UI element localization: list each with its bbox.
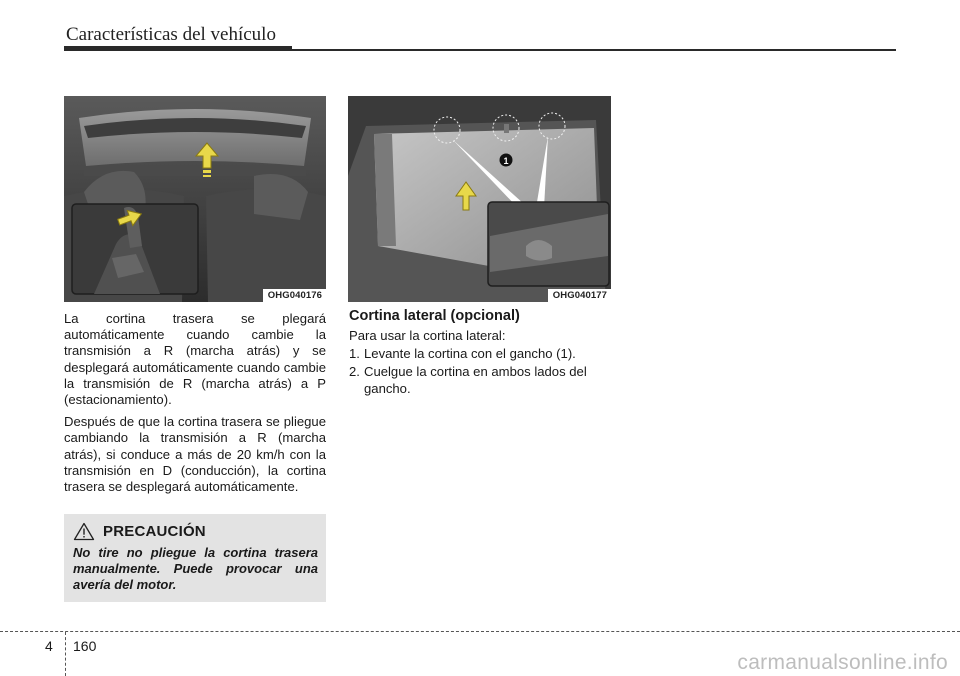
figure-code: OHG040176 — [263, 289, 326, 302]
section-title: Cortina lateral (opcional) — [349, 308, 520, 324]
step-number: 2. — [349, 364, 360, 380]
list-item — [349, 346, 615, 362]
chapter-number: 4 — [45, 638, 53, 654]
callout-label-1: 1 — [503, 156, 509, 166]
caution-title: PRECAUCIÓN — [103, 523, 206, 540]
page-header-title: Características del vehículo — [66, 24, 276, 45]
figure-code: OHG040177 — [548, 289, 611, 302]
steps-list — [349, 346, 615, 397]
rear-curtain-illustration — [64, 96, 326, 302]
figure-side-curtain — [348, 96, 611, 302]
warning-triangle-icon — [73, 522, 95, 541]
footer-divider — [65, 632, 66, 676]
caution-box — [64, 514, 326, 602]
figure-rear-curtain — [64, 96, 326, 302]
header-rule-thin — [292, 49, 896, 51]
intro-text: Para usar la cortina lateral: — [349, 328, 506, 343]
page-number: 160 — [73, 638, 97, 654]
watermark: carmanualsonline.info — [737, 651, 948, 674]
paragraph: La cortina trasera se plegará automáticamente cuando cambie la transmisión a R (marcha atrás) y se desplegará automáticamente cuando cambie la transmisión de R (marcha atrás) a P (estacionamiento). — [64, 311, 326, 408]
paragraph: Después de que la cortina trasera se pliegue cambiando la transmisión a R (marcha atrás), si conduce a más de 20 km/h con la transmisión en D (conducción), la cortina trasera se desplegará automáticamente. — [64, 414, 326, 495]
caution-text: No tire no pliegue la cortina trasera manualmente. Puede provocar una avería del motor. — [73, 545, 318, 592]
caution-header — [73, 522, 318, 541]
footer-rule — [0, 631, 960, 632]
header-rule — [64, 46, 292, 51]
side-curtain-illustration — [348, 96, 611, 302]
step-text: Cuelgue la cortina en ambos lados del gancho. — [364, 364, 587, 396]
left-column-text — [64, 311, 326, 501]
step-text: Levante la cortina con el gancho (1). — [364, 346, 576, 362]
step-number: 1. — [349, 346, 360, 362]
right-column-text — [349, 308, 615, 399]
list-item — [349, 364, 615, 396]
